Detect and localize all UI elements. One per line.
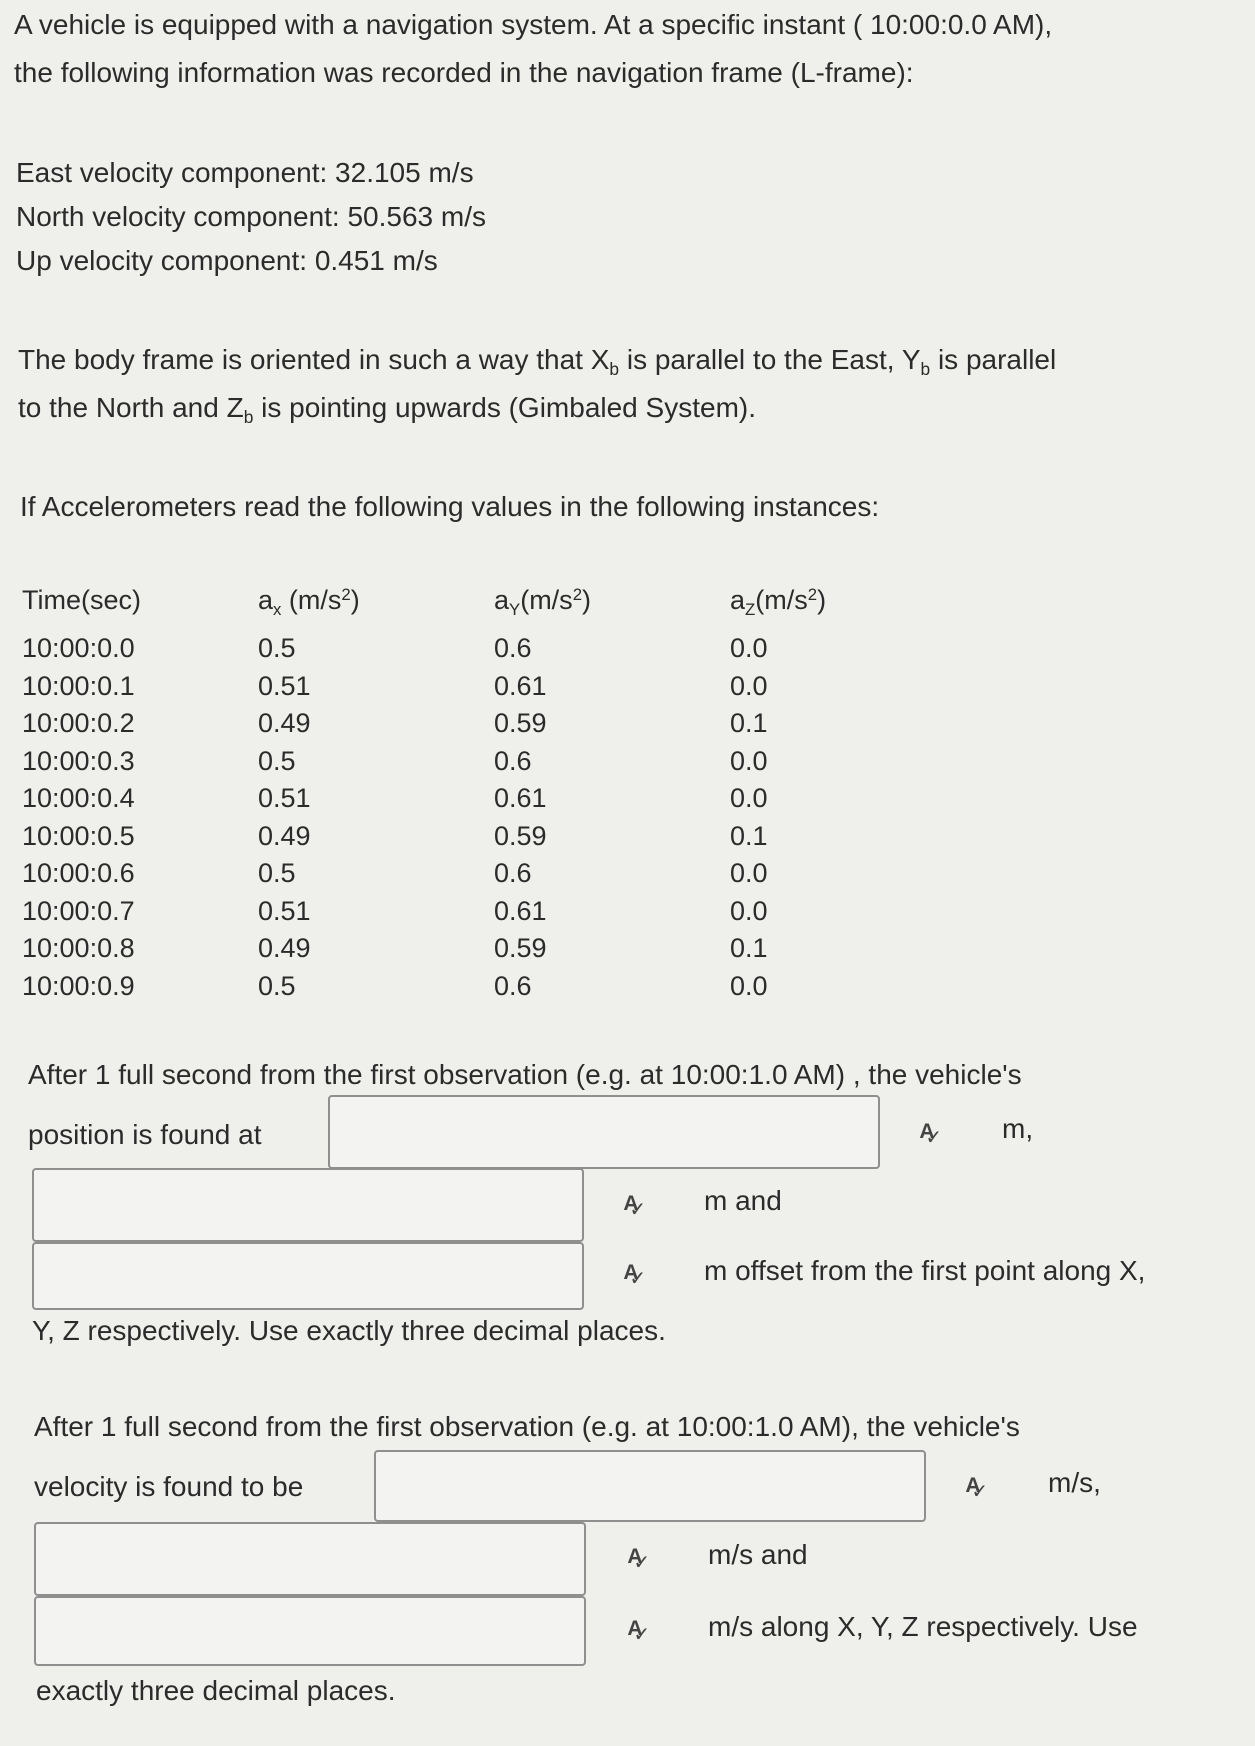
ax-header: $a_x$ $(m/s^2)$ [258,584,360,619]
intro-line-2: the following information was recorded in the navigation frame (L-frame): [14,57,914,88]
position-y-input[interactable] [32,1168,584,1242]
time-cell: 10:00:0.1 [22,670,135,701]
az-column [730,580,826,1005]
ay-cell: 0.59 [494,708,547,738]
ay-cell: 0.6 [494,858,532,888]
time-cell: 10:00:0.2 [22,708,135,738]
spellcheck-icon[interactable]: A ✓ [910,1115,944,1149]
body-frame-description: The body frame is oriented in such a way that $X_b$ is parallel to the East, $Y_b$ is parallel to the North and $Z_b$ is pointing upwards (Gimbaled System). [18,344,1057,428]
spellcheck-icon[interactable]: A ✓ [956,1469,990,1503]
velocity-unit-2: m/s and [708,1539,808,1570]
ay-cell: 0.59 [494,820,547,851]
ax-cell: 0.49 [258,933,311,963]
ax-cell: 0.51 [258,670,311,701]
ax-cell: 0.5 [258,745,296,776]
ax-cell: 0.49 [258,820,311,851]
east-velocity: East velocity component: 32.105 m/s [16,157,474,188]
position-unit-2: m and [704,1185,782,1216]
velocity-question-line-1: After 1 full second from the first observation (e.g. at 10:00:1.0 AM), the vehicle's [34,1411,1020,1442]
accelerometer-intro: If Accelerometers read the following values in the following instances: [20,491,880,522]
time-cell: 10:00:0.0 [22,633,135,663]
ay-cell: 0.6 [494,633,532,663]
spellcheck-icon[interactable]: A ✓ [618,1612,652,1646]
ax-column [258,580,360,1005]
ay-column [494,580,591,1005]
spellcheck-icon[interactable]: A ✓ [618,1540,652,1574]
az-cell: 0.0 [730,670,768,701]
ay-cell: 0.61 [494,783,547,813]
ay-cell: 0.6 [494,745,532,776]
velocity-y-input[interactable] [34,1522,586,1596]
ay-cell: 0.6 [494,970,532,1001]
velocity-x-input[interactable] [374,1450,926,1522]
az-header: $a_Z(m/s^2)$ [730,584,827,619]
ax-cell: 0.49 [258,708,311,738]
position-question-tail: Y, Z respectively. Use exactly three decimal places. [32,1315,666,1346]
position-question-line-1: After 1 full second from the first observation (e.g. at 10:00:1.0 AM) , the vehicle's [28,1059,1022,1090]
time-cell: 10:00:0.8 [22,933,135,963]
az-cell: 0.0 [730,858,768,888]
ax-cell: 0.5 [258,858,296,888]
time-header: Time(sec) [22,585,141,615]
velocity-unit-1: m/s, [1048,1467,1101,1498]
velocity-question-tail: exactly three decimal places. [36,1675,396,1706]
time-cell: 10:00:0.5 [22,820,135,851]
ax-cell: 0.5 [258,970,296,1001]
up-velocity: Up velocity component: 0.451 m/s [16,245,438,276]
time-cell: 10:00:0.9 [22,970,135,1001]
spellcheck-icon[interactable]: A ✓ [614,1187,648,1221]
position-unit-1: m, [1002,1113,1034,1144]
spellcheck-icon[interactable]: A ✓ [614,1256,648,1290]
intro-line-1: A vehicle is equipped with a navigation system. At a specific instant ( 10:00:0.0 AM), [14,9,1053,40]
time-cell: 10:00:0.6 [22,858,135,888]
velocity-unit-3: m/s along X, Y, Z respectively. Use [708,1611,1138,1642]
velocity-question-lead: velocity is found to be [34,1471,304,1502]
ax-cell: 0.51 [258,895,311,926]
time-cell: 10:00:0.3 [22,745,135,776]
north-velocity: North velocity component: 50.563 m/s [16,201,487,232]
position-unit-3: m offset from the first point along X, [704,1255,1146,1286]
az-cell: 0.1 [730,933,768,963]
ay-cell: 0.61 [494,670,547,701]
position-question-lead: position is found at [28,1119,262,1150]
position-x-input[interactable] [328,1095,880,1169]
az-cell: 0.1 [730,708,768,738]
az-cell: 0.0 [730,633,768,663]
time-cell: 10:00:0.7 [22,895,135,926]
ax-cell: 0.51 [258,783,311,813]
az-cell: 0.1 [730,820,768,851]
az-cell: 0.0 [730,970,768,1001]
ay-cell: 0.59 [494,933,547,963]
ay-header: $a_Y(m/s^2)$ [494,584,591,619]
time-column [22,580,141,1005]
position-z-input[interactable] [32,1242,584,1310]
ax-cell: 0.5 [258,633,296,663]
velocity-z-input[interactable] [34,1596,586,1666]
az-cell: 0.0 [730,745,768,776]
az-cell: 0.0 [730,895,768,926]
ay-cell: 0.61 [494,895,547,926]
time-cell: 10:00:0.4 [22,783,135,813]
az-cell: 0.0 [730,783,768,813]
